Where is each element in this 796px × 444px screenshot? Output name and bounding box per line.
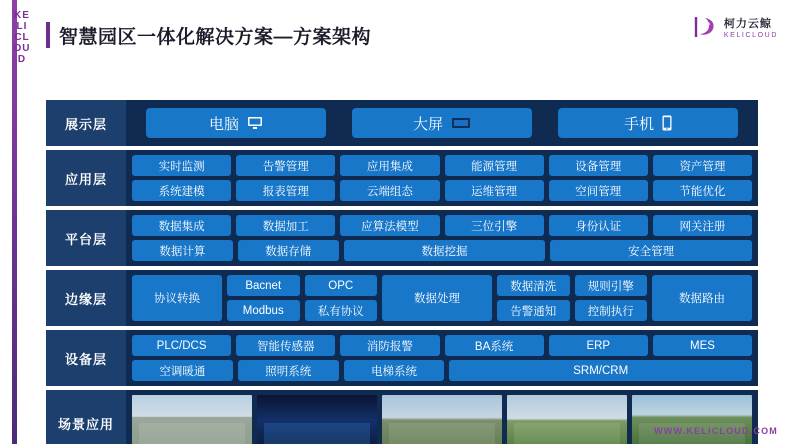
app-cell-alarm[interactable]: 告警管理 [236,155,335,176]
app-cell-integration[interactable]: 应用集成 [340,155,439,176]
edge-function-line-2 [497,300,647,321]
edge-cell-rule-engine[interactable]: 规则引擎 [575,275,648,296]
edge-cell-protocol-convert[interactable]: 协议转换 [132,275,222,321]
app-cell-saving[interactable]: 节能优化 [653,180,752,201]
edge-cell-alarm-notify[interactable]: 告警通知 [497,300,570,321]
edge-cell-opc[interactable]: OPC [305,275,378,296]
layer-body-edge [126,270,758,326]
monitor-icon [247,116,263,130]
company-logo [692,14,778,40]
application-line-1 [132,155,752,176]
device-cell-srmcrm[interactable]: SRM/CRM [449,360,752,381]
edge-protocol-line-2 [227,300,377,321]
layer-label-edge: 边缘层 [46,270,126,326]
brand-vertical-text: KELICLOUD [13,10,31,65]
app-cell-energy[interactable]: 能源管理 [445,155,544,176]
left-brand-bar [0,0,34,444]
display-item-bigscreen-label: 大屏 [412,115,443,133]
edge-group-functions [497,275,647,321]
footer-url: WWW.KELICLOUD.COM [654,426,778,436]
platform-cell-storage[interactable]: 数据存储 [238,240,339,261]
edge-cell-data-cleaning[interactable]: 数据清洗 [497,275,570,296]
edge-cell-modbus[interactable]: Modbus [227,300,300,321]
display-item-phone[interactable] [558,108,738,138]
edge-group-dataprocess [382,275,492,321]
logo-en-text: KELICLOUD [723,32,778,39]
layer-row-edge [46,270,758,326]
layer-row-platform [46,210,758,266]
app-cell-report[interactable]: 报表管理 [236,180,335,201]
app-cell-ops[interactable]: 运维管理 [445,180,544,201]
edge-group-protocols [227,275,377,321]
layer-label-application: 应用层 [46,150,126,206]
platform-cell-mining[interactable]: 数据挖掘 [344,240,546,261]
layer-body-platform [126,210,758,266]
screen-icon [451,116,471,130]
platform-cell-3dengine[interactable]: 三位引擎 [445,215,544,236]
layer-body-application [126,150,758,206]
app-cell-cloudscada[interactable]: 云端组态 [340,180,439,201]
edge-group-routing [652,275,752,321]
logo-cn-text: 柯力云鲸 [723,18,772,30]
device-cell-plcdcs[interactable]: PLC/DCS [132,335,231,356]
app-cell-monitor[interactable]: 实时监测 [132,155,231,176]
platform-cell-gateway[interactable]: 网关注册 [653,215,752,236]
layer-row-device [46,330,758,386]
platform-line-1 [132,215,752,236]
page-title [46,18,606,52]
page-title-text: 智慧园区一体化解决方案—方案架构 [59,26,372,48]
platform-cell-security[interactable]: 安全管理 [550,240,752,261]
scene-photo-control-room [257,395,377,444]
platform-cell-compute[interactable]: 数据计算 [132,240,233,261]
app-cell-asset[interactable]: 资产管理 [653,155,752,176]
application-line-2 [132,180,752,201]
layer-body-device [126,330,758,386]
display-item-phone-label: 手机 [623,115,654,133]
edge-group-protocol [132,275,222,321]
edge-cell-data-processing[interactable]: 数据处理 [382,275,492,321]
device-cell-lighting[interactable]: 照明系统 [238,360,339,381]
app-cell-space[interactable]: 空间管理 [549,180,648,201]
scene-photo-residential [382,395,502,444]
display-item-bigscreen[interactable] [352,108,532,138]
platform-cell-dataintegration[interactable]: 数据集成 [132,215,231,236]
layer-label-display: 展示层 [46,100,126,146]
layer-label-platform: 平台层 [46,210,126,266]
app-cell-device[interactable]: 设备管理 [549,155,648,176]
device-cell-erp[interactable]: ERP [549,335,648,356]
scene-photo-park-aerial [132,395,252,444]
edge-cell-private-protocol[interactable]: 私有协议 [305,300,378,321]
edge-cell-control-exec[interactable]: 控制执行 [575,300,648,321]
layer-body-display [126,100,758,146]
device-cell-fire-alarm[interactable]: 消防报警 [340,335,439,356]
layer-row-application [46,150,758,206]
edge-function-line-1 [497,275,647,296]
device-line-2 [132,360,752,381]
brand-accent-stripe [12,0,17,444]
layer-row-scene [46,390,758,444]
platform-cell-dataprocess[interactable]: 数据加工 [236,215,335,236]
title-accent-bar [46,22,50,48]
device-cell-hvac[interactable]: 空调暖通 [132,360,233,381]
device-cell-elevator[interactable]: 电梯系统 [344,360,445,381]
display-item-pc-label: 电脑 [208,115,239,133]
app-cell-modeling[interactable]: 系统建模 [132,180,231,201]
display-item-pc[interactable] [146,108,326,138]
scene-photo-landscape [632,395,752,444]
edge-cell-data-routing[interactable]: 数据路由 [652,275,752,321]
phone-icon [662,115,672,131]
device-cell-ba-system[interactable]: BA系统 [445,335,544,356]
layer-row-display [46,100,758,146]
logo-mark-icon [692,14,718,40]
edge-cell-bacnet[interactable]: Bacnet [227,275,300,296]
device-cell-mes[interactable]: MES [653,335,752,356]
scene-photo-campus [507,395,627,444]
layer-label-device: 设备层 [46,330,126,386]
edge-protocol-line-1 [227,275,377,296]
layer-label-scene: 场景应用 [46,390,126,444]
device-line-1 [132,335,752,356]
device-cell-sensor[interactable]: 智能传感器 [236,335,335,356]
platform-cell-algorithm[interactable]: 应算法模型 [340,215,439,236]
platform-cell-identity[interactable]: 身份认证 [549,215,648,236]
platform-line-2 [132,240,752,261]
logo-text [724,15,778,39]
